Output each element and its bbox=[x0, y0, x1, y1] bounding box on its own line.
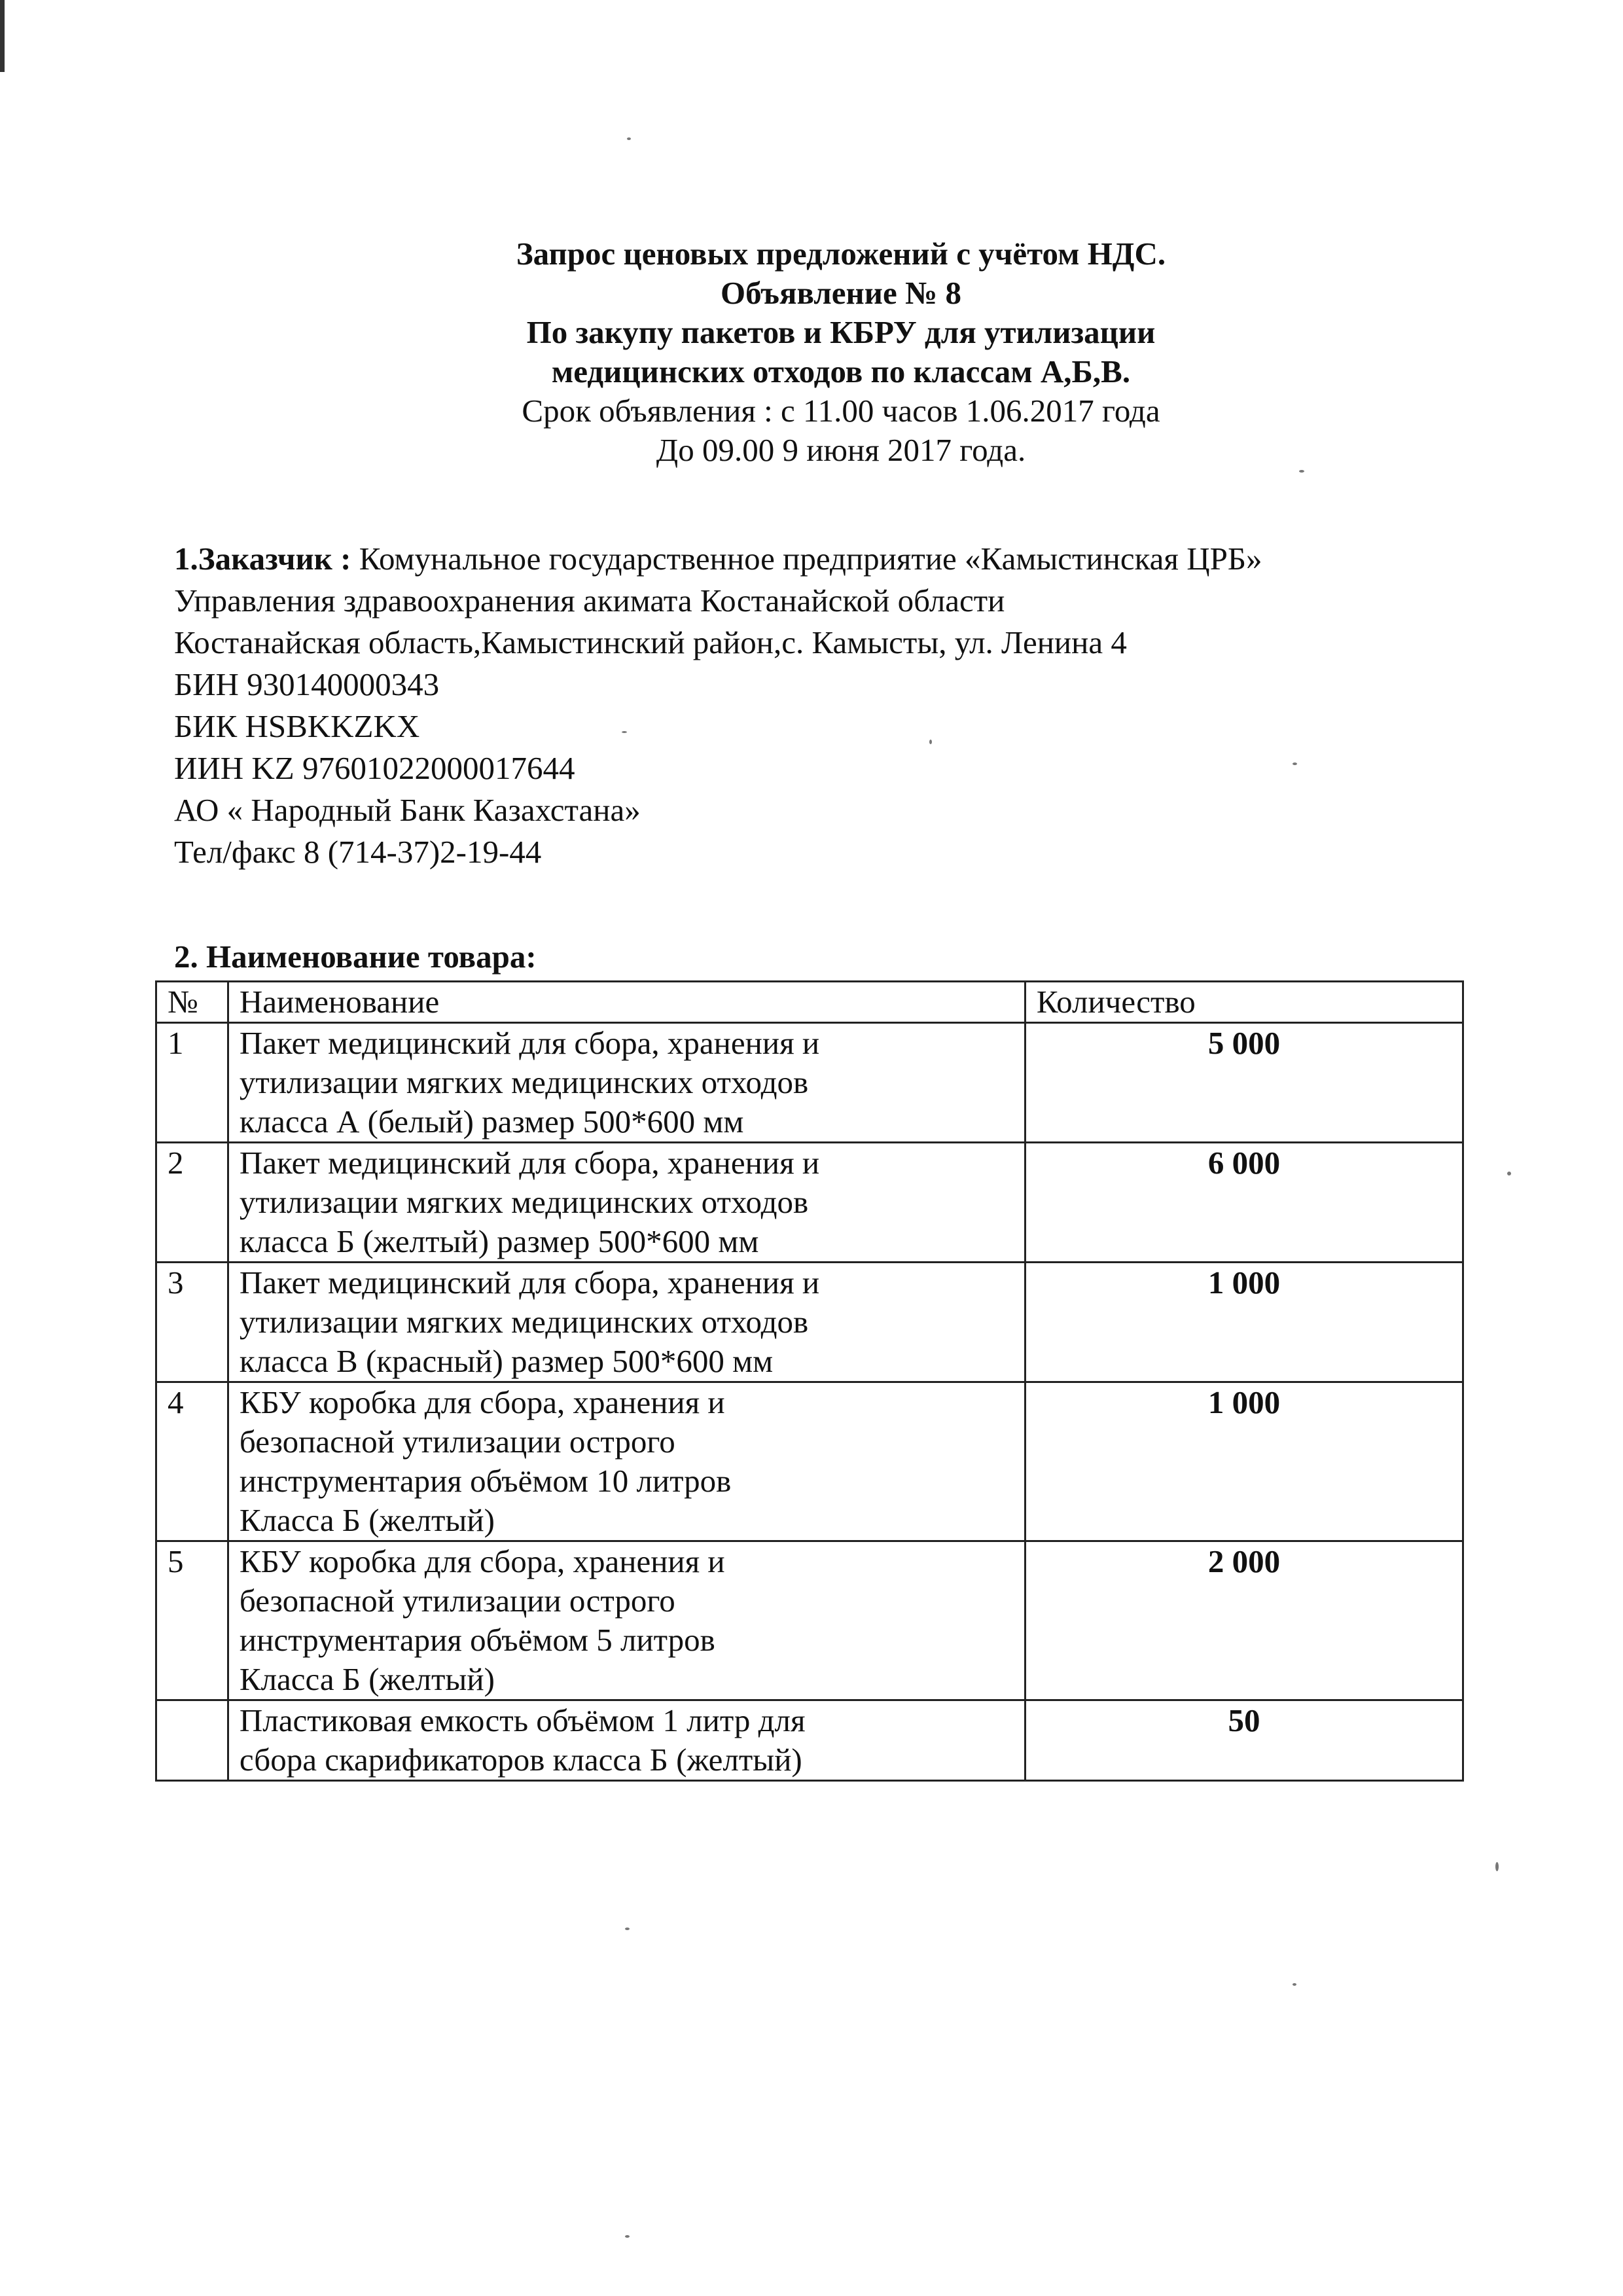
scan-speck bbox=[622, 731, 627, 733]
table-row bbox=[156, 1700, 1463, 1781]
item-name-line: КБУ коробка для сбора, хранения и bbox=[239, 1543, 725, 1579]
item-name-line: инструментария объёмом 10 литров bbox=[239, 1463, 732, 1499]
row-number: 1 bbox=[156, 1023, 228, 1143]
item-quantity: 2 000 bbox=[1025, 1541, 1463, 1700]
item-name bbox=[228, 1143, 1025, 1263]
table-row bbox=[156, 1541, 1463, 1700]
item-name-line: Класса Б (желтый) bbox=[239, 1502, 495, 1538]
item-name bbox=[228, 1541, 1025, 1700]
item-quantity: 6 000 bbox=[1025, 1143, 1463, 1263]
request-title: Запрос ценовых предложений с учётом НДС. bbox=[516, 236, 1166, 272]
customer-line bbox=[174, 538, 1516, 580]
document-header bbox=[0, 234, 1623, 470]
row-number: 5 bbox=[156, 1541, 228, 1700]
announcement-period-start: Срок объявления : с 11.00 часов 1.06.2017 года bbox=[522, 393, 1160, 429]
column-header-number: № bbox=[156, 982, 228, 1023]
item-name-line: утилизации мягких медицинских отходов bbox=[239, 1184, 809, 1220]
item-name-line: класса А (белый) размер 500*600 мм bbox=[239, 1103, 744, 1139]
row-number: 3 bbox=[156, 1263, 228, 1382]
item-name bbox=[228, 1382, 1025, 1541]
announcement-number: Объявление № 8 bbox=[721, 275, 961, 311]
customer-bik: БИК HSBKKZKX bbox=[174, 708, 420, 744]
item-name-line: КБУ коробка для сбора, хранения и bbox=[239, 1384, 725, 1420]
item-name-line: сбора скарификаторов класса Б (желтый) bbox=[239, 1742, 802, 1778]
table-row bbox=[156, 1382, 1463, 1541]
customer-bin: БИН 930140000343 bbox=[174, 666, 440, 702]
row-number: 2 bbox=[156, 1143, 228, 1263]
item-quantity: 1 000 bbox=[1025, 1382, 1463, 1541]
scan-speck bbox=[1507, 1172, 1511, 1175]
procurement-subject-line2: медицинских отходов по классам А,Б,В. bbox=[551, 353, 1131, 389]
item-name-line: утилизации мягких медицинских отходов bbox=[239, 1304, 809, 1340]
scan-speck bbox=[627, 137, 631, 140]
item-quantity: 1 000 bbox=[1025, 1263, 1463, 1382]
column-header-quantity: Количество bbox=[1025, 982, 1463, 1023]
item-name-line: класса В (красный) размер 500*600 мм bbox=[239, 1343, 774, 1379]
item-name bbox=[228, 1023, 1025, 1143]
item-name-line: безопасной утилизации острого bbox=[239, 1583, 675, 1619]
item-quantity: 50 bbox=[1025, 1700, 1463, 1781]
item-name bbox=[228, 1700, 1025, 1781]
row-number bbox=[156, 1700, 228, 1781]
table-row bbox=[156, 1023, 1463, 1143]
item-name-line: безопасной утилизации острого bbox=[239, 1424, 675, 1460]
table-row bbox=[156, 1143, 1463, 1263]
scan-speck bbox=[1293, 1983, 1296, 1986]
item-name-line: инструментария объёмом 5 литров bbox=[239, 1622, 715, 1658]
customer-bank: АО « Народный Банк Казахстана» bbox=[174, 792, 641, 828]
customer-name: Комунальное государственное предприятие «Камыстинская ЦРБ» bbox=[359, 541, 1262, 577]
customer-phone: Тел/факс 8 (714-37)2-19-44 bbox=[174, 834, 542, 870]
item-name bbox=[228, 1263, 1025, 1382]
scan-speck bbox=[1293, 762, 1297, 765]
table-header-row bbox=[156, 982, 1463, 1023]
scan-speck bbox=[1495, 1862, 1499, 1871]
customer-iin: ИИН KZ 97601022000017644 bbox=[174, 750, 575, 786]
scan-edge-mark bbox=[0, 0, 5, 72]
scan-speck bbox=[929, 740, 932, 744]
item-quantity: 5 000 bbox=[1025, 1023, 1463, 1143]
procurement-subject-line1: По закупу пакетов и КБРУ для утилизации bbox=[526, 314, 1156, 350]
item-name-line: Класса Б (желтый) bbox=[239, 1661, 495, 1697]
goods-heading: 2. Наименование товара: bbox=[174, 939, 537, 975]
table-row bbox=[156, 1263, 1463, 1382]
item-name-line: Пакет медицинский для сбора, хранения и bbox=[239, 1265, 820, 1300]
scan-speck bbox=[625, 1928, 630, 1930]
scan-speck bbox=[1299, 470, 1304, 473]
scan-speck bbox=[625, 2235, 630, 2238]
customer-label: 1.Заказчик : bbox=[174, 541, 351, 577]
customer-department: Управления здравоохранения акимата Костанайской области bbox=[174, 583, 1005, 619]
customer-section bbox=[174, 538, 1516, 873]
item-name-line: класса Б (желтый) размер 500*600 мм bbox=[239, 1223, 759, 1259]
row-number: 4 bbox=[156, 1382, 228, 1541]
announcement-period-end: До 09.00 9 июня 2017 года. bbox=[656, 432, 1026, 468]
item-name-line: Пакет медицинский для сбора, хранения и bbox=[239, 1025, 820, 1061]
item-name-line: утилизации мягких медицинских отходов bbox=[239, 1064, 809, 1100]
customer-address: Костанайская область,Камыстинский район,с. Камысты, ул. Ленина 4 bbox=[174, 624, 1127, 660]
item-name-line: Пластиковая емкость объёмом 1 литр для bbox=[239, 1702, 806, 1738]
goods-table bbox=[155, 980, 1464, 1782]
column-header-name: Наименование bbox=[228, 982, 1025, 1023]
item-name-line: Пакет медицинский для сбора, хранения и bbox=[239, 1145, 820, 1181]
